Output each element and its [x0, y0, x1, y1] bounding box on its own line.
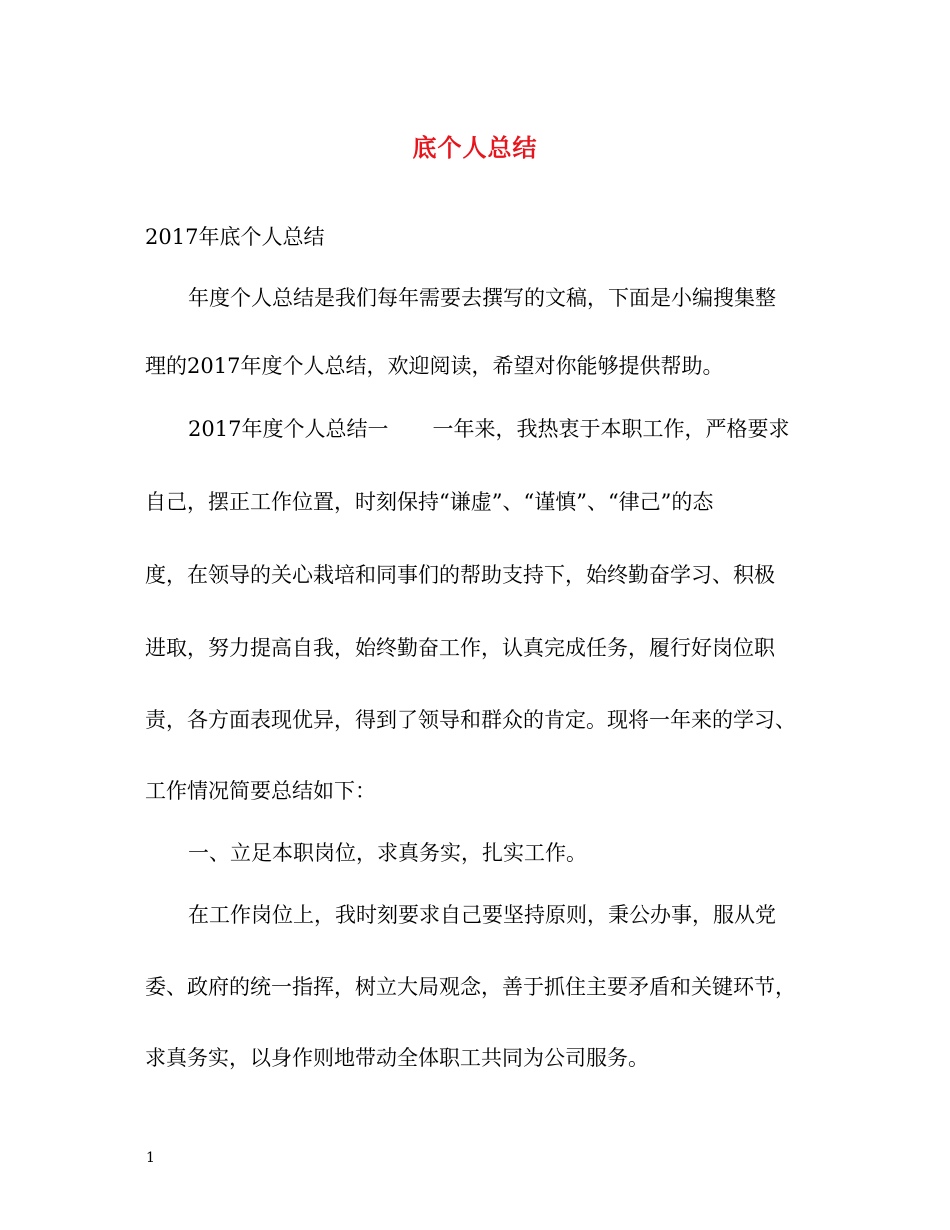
- paragraph-line: 进取，努力提高自我，始终勤奋工作，认真完成任务，履行好岗位职: [145, 636, 775, 660]
- paragraph-line: 自己，摆正工作位置，时刻保持“谦虚”、“谨慎”、“律己”的态: [145, 490, 714, 514]
- paragraph-line: 求真务实，以身作则地带动全体职工共同为公司服务。: [145, 1046, 649, 1070]
- paragraph-line: 委、政府的统一指挥，树立大局观念，善于抓住主要矛盾和关键环节，: [145, 975, 796, 999]
- section-heading: 2017年度个人总结一: [188, 417, 389, 441]
- paragraph-line: 年度个人总结是我们每年需要去撰写的文稿，下面是小编搜集整: [188, 286, 776, 310]
- paragraph-line: 工作情况简要总结如下：: [145, 779, 376, 803]
- section-heading-line: [188, 414, 789, 444]
- section-first-line: 一年来，我热衷于本职工作，严格要求: [432, 417, 790, 441]
- paragraph-line: 度，在领导的关心栽培和同事们的帮助支持下，始终勤奋学习、积极: [145, 563, 775, 587]
- page-number: 1: [146, 1150, 155, 1166]
- document-title: 底个人总结: [412, 133, 538, 162]
- document-subtitle: 2017年底个人总结: [145, 225, 325, 249]
- point-heading: 一、立足本职岗位，求真务实，扎实工作。: [188, 841, 587, 865]
- paragraph-line: 理的2017年度个人总结，欢迎阅读，希望对你能够提供帮助。: [145, 354, 724, 378]
- paragraph-line: 责，各方面表现优异，得到了领导和群众的肯定。现将一年来的学习、: [145, 708, 796, 732]
- paragraph-line: 在工作岗位上，我时刻要求自己要坚持原则，秉公办事，服从党: [188, 903, 776, 927]
